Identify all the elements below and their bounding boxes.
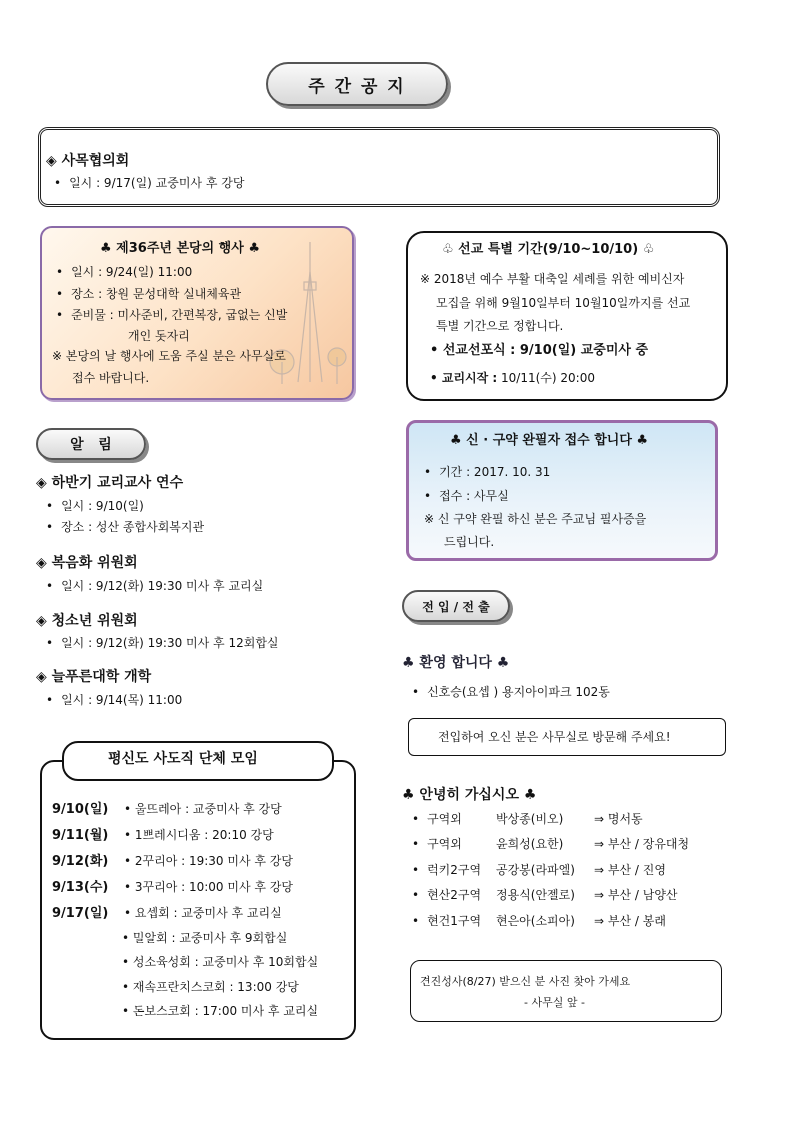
group-item: • 3꾸리아 : 10:00 미사 후 강당 [124, 880, 293, 894]
group-date: 9/17(일) [52, 906, 109, 921]
mission-note-3: 특별 기간으로 정합니다. [436, 319, 564, 333]
photo-pickup-line-2: - 사무실 앞 - [524, 996, 585, 1009]
group-extra: • 성소육성회 : 교중미사 후 10회합실 [122, 955, 319, 969]
notice-teacher-heading: ◈ 하반기 교리교사 연수 [36, 475, 184, 491]
anniversary-note-2: 접수 바랍니다. [72, 371, 150, 385]
notice-teacher-line-2: • 장소 : 성산 종합사회복지관 [46, 521, 204, 533]
group-item: • 2꾸리아 : 19:30 미사 후 강당 [124, 854, 293, 868]
anniversary-line-3: • 준비물 : 미사준비, 간편복장, 굽없는 신발 [56, 309, 287, 321]
anniversary-note-1: ※ 본당의 날 행사에 도움 주실 분은 사무실로 [52, 349, 286, 363]
group-extra: • 밀알회 : 교중미사 후 9회합실 [122, 931, 288, 945]
pastoral-council-heading: ◈ 사목협의회 [46, 153, 130, 169]
mission-heading: ♧ 선교 특별 기간(9/10~10/10) ♧ [442, 242, 655, 257]
transfer-label: 전 입 / 전 출 [402, 590, 510, 622]
mission-item-2-value: 10/11(수) 20:00 [501, 371, 595, 385]
bible-note-2: 드립니다. [444, 535, 495, 549]
welcome-notice-text: 전입하여 오신 분은 사무실로 방문해 주세요! [438, 730, 671, 744]
pastoral-council-box [38, 127, 720, 207]
group-date: 9/12(화) [52, 854, 109, 869]
group-item: • 요셉회 : 교중미사 후 교리실 [124, 906, 282, 920]
farewell-heading: ♣ 안녕히 가십시오 ♣ [402, 787, 537, 803]
anniversary-line-1: • 일시 : 9/24(일) 11:00 [56, 266, 192, 278]
farewell-dest: ⇒ 부산 / 봉래 [594, 914, 666, 928]
group-extra: • 돈보스코회 : 17:00 미사 후 교리실 [122, 1004, 319, 1018]
bible-note-1: ※ 신 구약 완필 하신 분은 주교님 필사증을 [424, 512, 647, 526]
farewell-name: 박상종(비오) [496, 812, 564, 826]
farewell-dest: ⇒ 부산 / 진영 [594, 863, 666, 877]
notice-college-line-1: • 일시 : 9/14(목) 11:00 [46, 694, 182, 706]
anniversary-heading: ♣ 제36주년 본당의 행사 ♣ [100, 241, 260, 256]
pastoral-council-line: • 일시 : 9/17(일) 교중미사 후 강당 [54, 177, 244, 189]
notice-evangel-heading: ◈ 복음화 위원회 [36, 555, 138, 571]
bible-heading: ♣ 신 · 구약 완필자 접수 합니다 ♣ [450, 433, 649, 448]
farewell-name: 정용식(안젤로) [496, 888, 575, 902]
mission-note-1: ※ 2018년 예수 부활 대축일 세례를 위한 예비신자 [420, 272, 685, 286]
farewell-name: 윤희성(요한) [496, 837, 564, 851]
photo-pickup-box [410, 960, 722, 1022]
anniversary-line-2: • 장소 : 창원 문성대학 실내체육관 [56, 288, 241, 300]
bible-line-1: • 기간 : 2017. 10. 31 [424, 466, 550, 478]
notice-teacher-line-1: • 일시 : 9/10(일) [46, 500, 144, 512]
welcome-heading: ♣ 환영 합니다 ♣ [402, 655, 510, 671]
page-title: 주 간 공 지 [266, 62, 448, 106]
notice-youth-line-1: • 일시 : 9/12(화) 19:30 미사 후 12회합실 [46, 637, 279, 649]
photo-pickup-line-1: 견진성사(8/27) 받으신 분 사진 찾아 가세요 [420, 975, 631, 988]
farewell-area: • 럭키2구역 [412, 864, 481, 876]
farewell-name: 현은아(소피아) [496, 914, 575, 928]
group-extra: • 재속프란치스코회 : 13:00 강당 [122, 980, 299, 994]
farewell-area: • 현건1구역 [412, 915, 481, 927]
group-item: • 울뜨레아 : 교중미사 후 강당 [124, 802, 282, 816]
mission-item-2 [430, 372, 595, 384]
farewell-area: • 구역외 [412, 813, 462, 825]
welcome-line: • 신호승(요셉 ) 용지아이파크 102동 [412, 686, 610, 698]
notice-college-heading: ◈ 늘푸른대학 개학 [36, 669, 152, 685]
farewell-area: • 현산2구역 [412, 889, 481, 901]
group-date: 9/11(월) [52, 828, 109, 843]
mission-item-1: • 선교선포식 : 9/10(일) 교중미사 중 [430, 343, 649, 358]
farewell-dest: ⇒ 부산 / 남양산 [594, 888, 678, 902]
announcements-label: 알 림 [36, 428, 146, 460]
anniversary-line-4: 개인 돗자리 [128, 329, 190, 343]
farewell-dest: ⇒ 명서동 [594, 812, 643, 826]
farewell-area: • 구역외 [412, 838, 462, 850]
mission-note-2: 모집을 위해 9월10일부터 10월10일까지를 선교 [436, 296, 691, 310]
notice-youth-heading: ◈ 청소년 위원회 [36, 613, 138, 629]
farewell-name: 공강봉(라파엘) [496, 863, 575, 877]
lay-apostolate-title: 평신도 사도직 단체 모임 [108, 751, 258, 767]
notice-evangel-line-1: • 일시 : 9/12(화) 19:30 미사 후 교리실 [46, 580, 263, 592]
mission-item-2-label: • 교리시작 : [430, 371, 498, 385]
farewell-dest: ⇒ 부산 / 장유대청 [594, 837, 690, 851]
group-date: 9/10(일) [52, 802, 109, 817]
group-date: 9/13(수) [52, 880, 109, 895]
group-item: • 1쁘레시디움 : 20:10 강당 [124, 828, 274, 842]
bible-line-2: • 접수 : 사무실 [424, 490, 509, 502]
